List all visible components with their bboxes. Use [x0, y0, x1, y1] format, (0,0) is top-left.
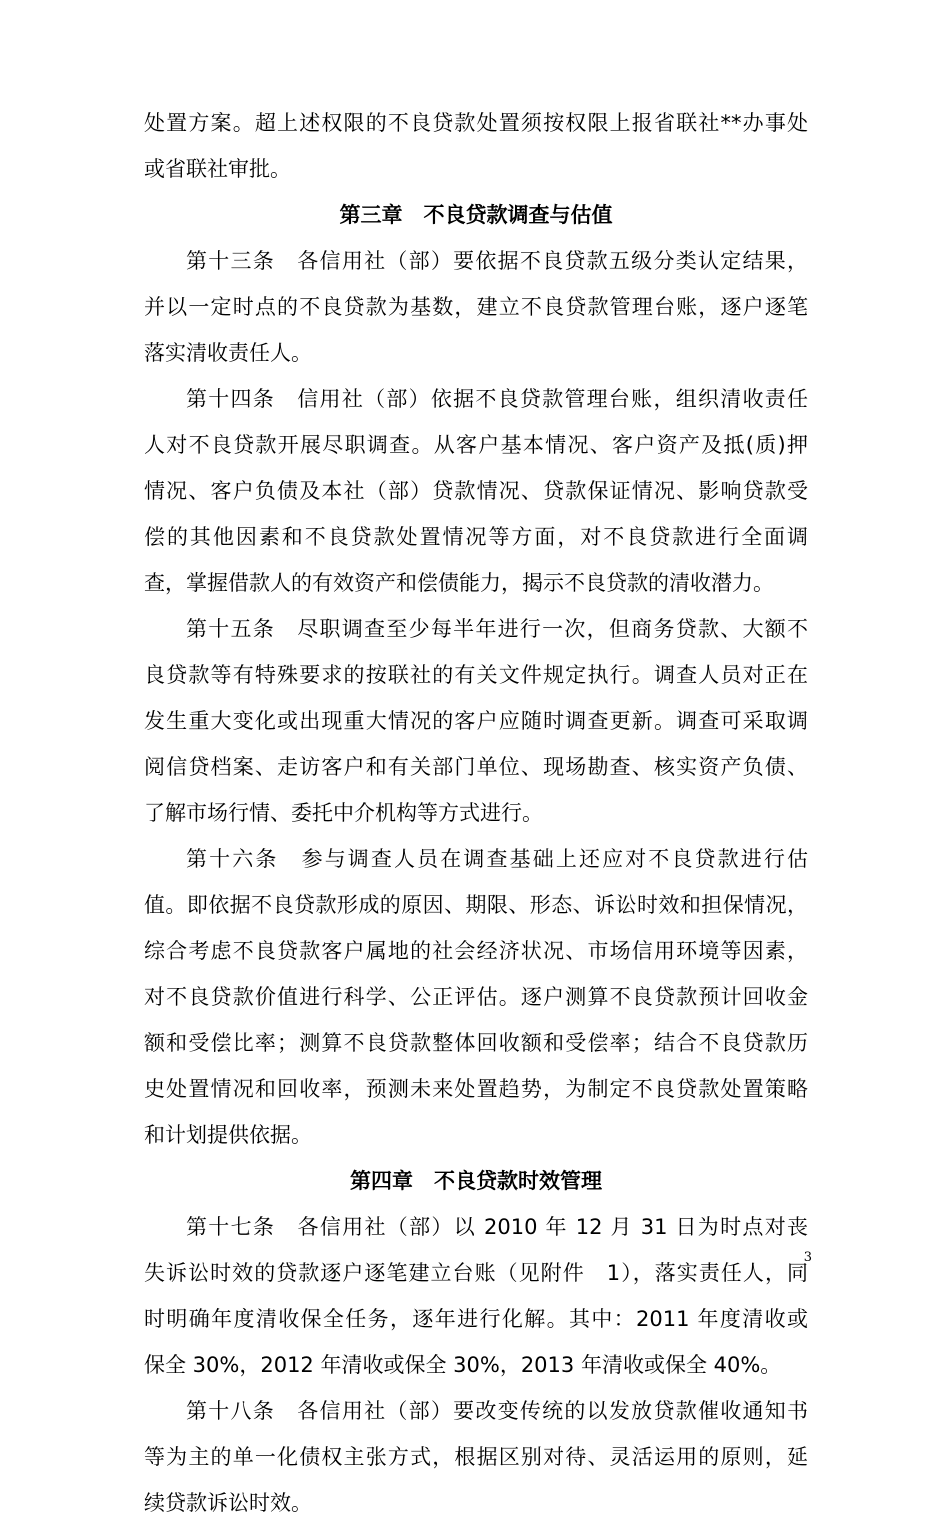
- text-line: 处置方案。超上述权限的不良贷款处置须按权限上报省联社**办事处: [144, 111, 808, 135]
- text-line: 综合考虑不良贷款客户属地的社会经济状况、市场信用环境等因素，: [144, 939, 808, 963]
- article-15: [144, 606, 808, 836]
- article-18: [144, 1388, 808, 1526]
- text-line: 失诉讼时效的贷款逐户逐笔建立台账（见附件 1），落实责任人，同: [144, 1261, 808, 1285]
- paragraph-continuation: [144, 100, 808, 192]
- text-line: 第十七条 各信用社（部）以 2010 年 12 月 31 日为时点对丧: [186, 1215, 808, 1239]
- article-17: [144, 1204, 808, 1388]
- text-line: 了解市场行情、委托中介机构等方式进行。: [144, 801, 543, 825]
- article-16: [144, 836, 808, 1158]
- text-line: 保全 30%，2012 年清收或保全 30%，2013 年清收或保全 40%。: [144, 1353, 782, 1377]
- text-line: 查，掌握借款人的有效资产和偿债能力，揭示不良贷款的清收潜力。: [144, 571, 774, 595]
- text-line: 额和受偿比率；测算不良贷款整体回收额和受偿率；结合不良贷款历: [144, 1031, 808, 1055]
- text-line: 时明确年度清收保全任务，逐年进行化解。其中：2011 年度清收或: [144, 1307, 808, 1331]
- text-line: 第十五条 尽职调查至少每半年进行一次，但商务贷款、大额不: [186, 617, 808, 641]
- text-line: 人对不良贷款开展尽职调查。从客户基本情况、客户资产及抵(质)押: [144, 433, 808, 457]
- text-line: 偿的其他因素和不良贷款处置情况等方面，对不良贷款进行全面调: [144, 525, 808, 549]
- text-line: 对不良贷款价值进行科学、公正评估。逐户测算不良贷款预计回收金: [144, 985, 808, 1009]
- document-body: [144, 100, 808, 1526]
- text-line: 落实清收责任人。: [144, 341, 312, 365]
- text-line: 第十三条 各信用社（部）要依据不良贷款五级分类认定结果，: [186, 249, 808, 273]
- text-line: 并以一定时点的不良贷款为基数，建立不良贷款管理台账，逐户逐笔: [144, 295, 808, 319]
- text-line: 第十六条 参与调查人员在调查基础上还应对不良贷款进行估: [186, 847, 808, 871]
- text-line: 情况、客户负债及本社（部）贷款情况、贷款保证情况、影响贷款受: [144, 479, 808, 503]
- text-line: 或省联社审批。: [144, 157, 291, 181]
- page-number: 3: [803, 1250, 812, 1265]
- text-line: 值。即依据不良贷款形成的原因、期限、形态、诉讼时效和担保情况，: [144, 893, 808, 917]
- chapter-heading: 第三章 不良贷款调查与估值: [339, 203, 613, 227]
- text-line: 第十八条 各信用社（部）要改变传统的以发放贷款催收通知书: [186, 1399, 808, 1423]
- text-line: 良贷款等有特殊要求的按联社的有关文件规定执行。调查人员对正在: [144, 663, 808, 687]
- text-line: 和计划提供依据。: [144, 1123, 312, 1147]
- text-line: 第十四条 信用社（部）依据不良贷款管理台账，组织清收责任: [186, 387, 808, 411]
- article-13: [144, 238, 808, 376]
- chapter-heading: 第四章 不良贷款时效管理: [350, 1169, 602, 1193]
- text-line: 等为主的单一化债权主张方式，根据区别对待、灵活运用的原则，延: [144, 1445, 808, 1469]
- text-line: 阅信贷档案、走访客户和有关部门单位、现场勘查、核实资产负债、: [144, 755, 808, 779]
- text-line: 发生重大变化或出现重大情况的客户应随时调查更新。调查可采取调: [144, 709, 808, 733]
- article-14: [144, 376, 808, 606]
- text-line: 续贷款诉讼时效。: [144, 1491, 312, 1515]
- text-line: 史处置情况和回收率，预测未来处置趋势，为制定不良贷款处置策略: [144, 1077, 808, 1101]
